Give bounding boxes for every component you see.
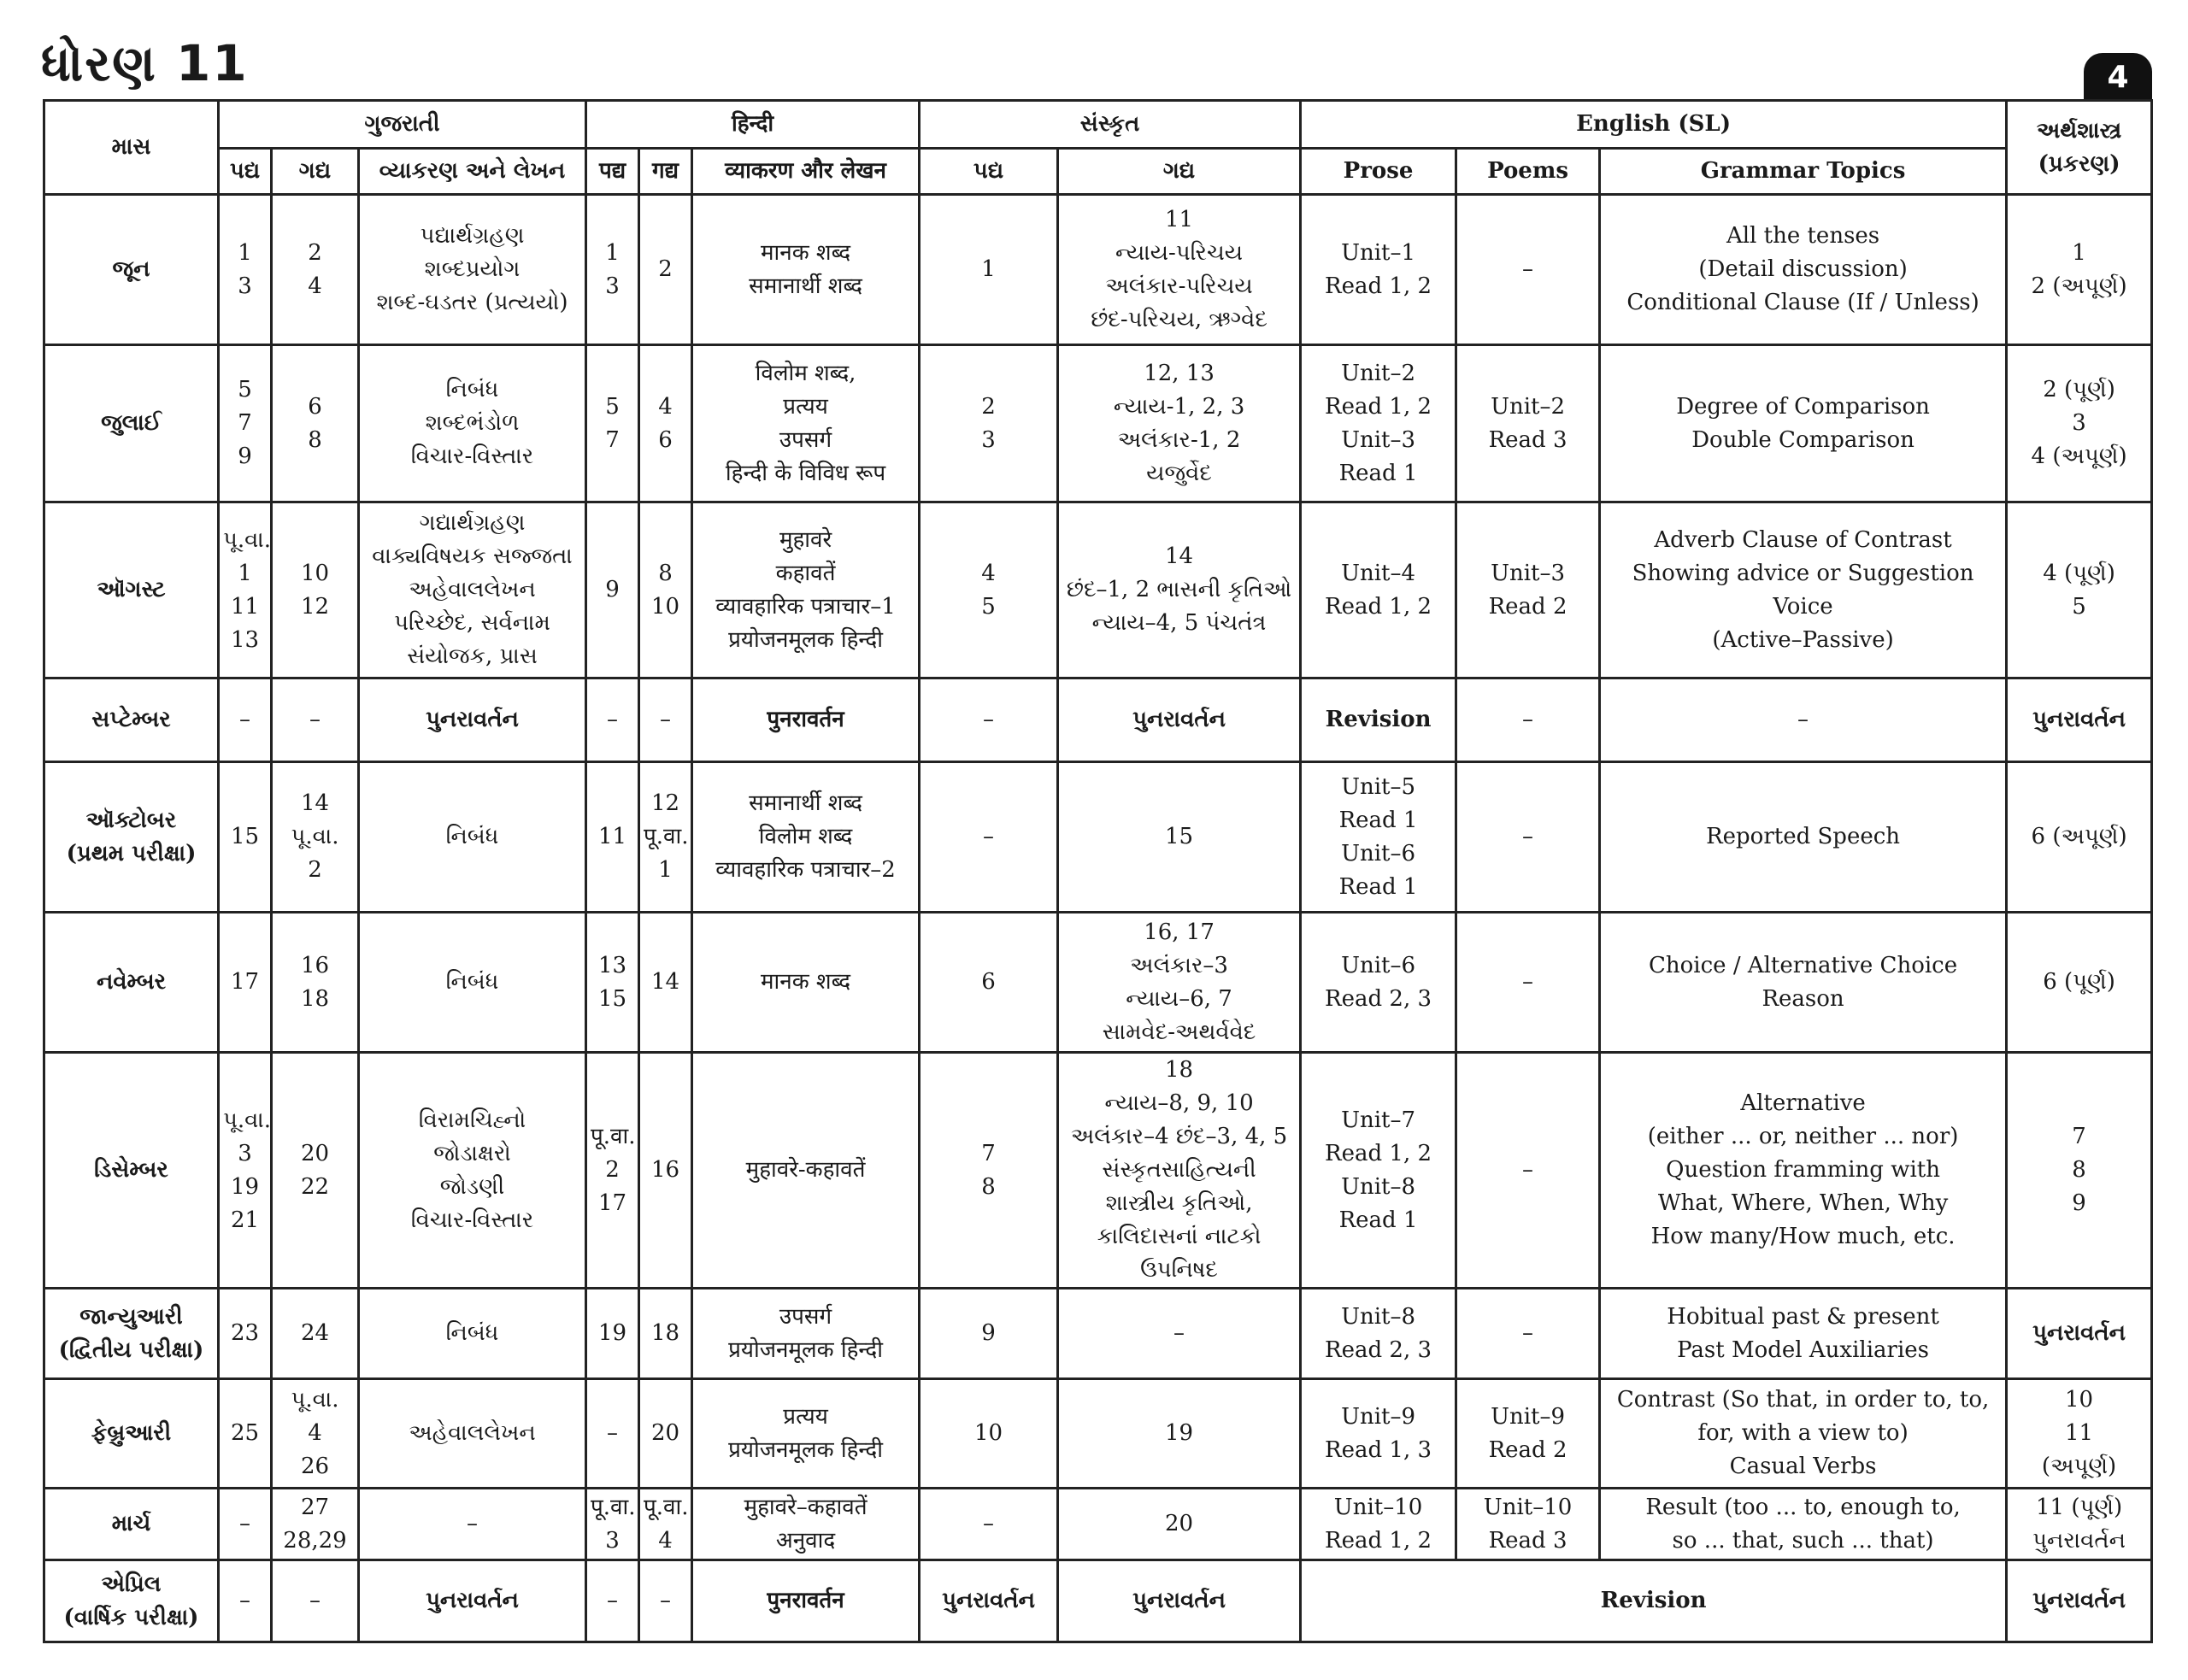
cell-economics: 6 (પૂર્ણ): [2007, 913, 2152, 1053]
table-row: [44, 502, 2152, 678]
cell-prose: Unit–9 Read 1, 3: [1301, 1379, 1456, 1489]
syllabus-table: [43, 99, 2153, 1643]
cell-hin-grammar: मुहावरे–कहावतें अनुवाद: [692, 1489, 920, 1560]
cell-month: ઑક્ટોબર (પ્રથમ પરીક્ષા): [44, 762, 219, 913]
table-row: [44, 762, 2152, 913]
cell-san-gadya: 20: [1058, 1489, 1301, 1560]
cell-guj-padya: –: [219, 1489, 272, 1560]
cell-prose: Unit–10 Read 1, 2: [1301, 1489, 1456, 1560]
cell-san-padya: –: [920, 1489, 1058, 1560]
cell-prose: Unit–7 Read 1, 2 Unit–8 Read 1: [1301, 1053, 1456, 1289]
cell-hin-grammar: प्रत्यय प्रयोजनमूलक हिन्दी: [692, 1379, 920, 1489]
cell-hin-gadya: 2: [639, 195, 692, 345]
cell-guj-padya: –: [219, 1560, 272, 1642]
cell-hin-padya: 1 3: [586, 195, 639, 345]
cell-san-padya: 10: [920, 1379, 1058, 1489]
cell-economics: પુનરાવર્તન: [2007, 1560, 2152, 1642]
cell-hin-grammar: पुनरावर्तन: [692, 1560, 920, 1642]
cell-san-gadya: 16, 17 અલંકાર–3 ન્યાય–6, 7 સામવેદ-અથર્વવેદ: [1058, 913, 1301, 1053]
cell-guj-gadya: 6 8: [272, 345, 359, 502]
cell-hin-grammar: उपसर्ग प्रयोजनमूलक हिन्दी: [692, 1289, 920, 1379]
cell-economics: 10 11 (અપૂર્ણ): [2007, 1379, 2152, 1489]
cell-hin-grammar: पुनरावर्तन: [692, 678, 920, 762]
cell-prose: Unit–8 Read 2, 3: [1301, 1289, 1456, 1379]
cell-prose: Unit–4 Read 1, 2: [1301, 502, 1456, 678]
table-row: [44, 913, 2152, 1053]
cell-poems: Unit–9 Read 2: [1456, 1379, 1600, 1489]
table-row: [44, 345, 2152, 502]
cell-hin-padya: 9: [586, 502, 639, 678]
header-eng-prose: Prose: [1301, 149, 1456, 195]
header-month: માસ: [44, 101, 219, 195]
cell-san-gadya: 11 ન્યાય-પરિચય અલંકાર-પરિચય છંદ-પરિચય, ઋગ્વેદ: [1058, 195, 1301, 345]
cell-hin-padya: –: [586, 678, 639, 762]
cell-hin-grammar: समानार्थी शब्द विलोम शब्द व्यावहारिक पत्राचार–2: [692, 762, 920, 913]
cell-hin-padya: 5 7: [586, 345, 639, 502]
cell-hin-gadya: 20: [639, 1379, 692, 1489]
cell-poems: –: [1456, 195, 1600, 345]
cell-guj-padya: 17: [219, 913, 272, 1053]
cell-guj-gadya: 20 22: [272, 1053, 359, 1289]
cell-hin-grammar: मुहावरे कहावतें व्यावहारिक पत्राचार–1 प्रयोजनमूलक हिन्दी: [692, 502, 920, 678]
cell-guj-padya: 15: [219, 762, 272, 913]
cell-poems: Unit–2 Read 3: [1456, 345, 1600, 502]
cell-guj-gadya: –: [272, 678, 359, 762]
cell-poems: –: [1456, 678, 1600, 762]
table-row: [44, 1560, 2152, 1642]
cell-guj-gadya: પૂ.વા. 4 26: [272, 1379, 359, 1489]
cell-grammar: All the tenses (Detail discussion) Conditional Clause (If / Unless): [1600, 195, 2007, 345]
cell-month: જાન્યુઆરી (દ્વિતીય પરીક્ષા): [44, 1289, 219, 1379]
header-hin-gadya: गद्य: [639, 149, 692, 195]
cell-hin-padya: 19: [586, 1289, 639, 1379]
header-hindi: हिन्दी: [586, 101, 920, 149]
cell-guj-padya: પૂ.વા. 1 11 13: [219, 502, 272, 678]
cell-month: સપ્ટેમ્બર: [44, 678, 219, 762]
cell-hin-gadya: 12 पू.वा. 1: [639, 762, 692, 913]
cell-hin-padya: पू.वा. 3: [586, 1489, 639, 1560]
cell-guj-grammar: –: [359, 1489, 586, 1560]
table-body: [44, 195, 2152, 1642]
cell-grammar: Result (too ... to, enough to, so ... that, such ... that): [1600, 1489, 2007, 1560]
cell-grammar: Reported Speech: [1600, 762, 2007, 913]
cell-guj-grammar: નિબંધ: [359, 1289, 586, 1379]
header-sanskrit: સંસ્કૃત: [920, 101, 1301, 149]
cell-san-padya: 6: [920, 913, 1058, 1053]
cell-economics: 11 (પૂર્ણ) પુનરાવર્તન: [2007, 1489, 2152, 1560]
cell-guj-padya: –: [219, 678, 272, 762]
cell-month: જૂન: [44, 195, 219, 345]
cell-economics: પુનરાવર્તન: [2007, 678, 2152, 762]
cell-economics: 4 (પૂર્ણ) 5: [2007, 502, 2152, 678]
cell-grammar: Adverb Clause of Contrast Showing advice or Suggestion Voice (Active–Passive): [1600, 502, 2007, 678]
cell-hin-gadya: 18: [639, 1289, 692, 1379]
cell-hin-gadya: 8 10: [639, 502, 692, 678]
cell-hin-gadya: –: [639, 1560, 692, 1642]
cell-san-padya: 2 3: [920, 345, 1058, 502]
header-guj-padya: પદ્ય: [219, 149, 272, 195]
cell-san-gadya: 18 ન્યાય–8, 9, 10 અલંકાર–4 છંદ–3, 4, 5 સંસ્કૃતસાહિત્યની શાસ્ત્રીય કૃતિઓ, કાલિદાસનાં નાટકો ઉપનિષદ: [1058, 1053, 1301, 1289]
cell-hin-grammar: मुहावरे-कहावतें: [692, 1053, 920, 1289]
cell-hin-gadya: 4 6: [639, 345, 692, 502]
cell-san-padya: 7 8: [920, 1053, 1058, 1289]
cell-san-padya: –: [920, 678, 1058, 762]
cell-guj-grammar: પુનરાવર્તન: [359, 1560, 586, 1642]
cell-poems: –: [1456, 913, 1600, 1053]
cell-san-gadya: 19: [1058, 1379, 1301, 1489]
cell-grammar: Degree of Comparison Double Comparison: [1600, 345, 2007, 502]
cell-grammar: Alternative (either ... or, neither ... nor) Question framming with What, Where, When, Why How many/How much, etc.: [1600, 1053, 2007, 1289]
cell-prose: Unit–6 Read 2, 3: [1301, 913, 1456, 1053]
cell-grammar: Hobitual past & present Past Model Auxiliaries: [1600, 1289, 2007, 1379]
cell-san-padya: પુનરાવર્તન: [920, 1560, 1058, 1642]
cell-english: Revision: [1301, 1560, 2007, 1642]
header-san-gadya: ગદ્ય: [1058, 149, 1301, 195]
cell-economics: 7 8 9: [2007, 1053, 2152, 1289]
cell-prose: Unit–1 Read 1, 2: [1301, 195, 1456, 345]
cell-san-padya: 9: [920, 1289, 1058, 1379]
cell-economics: પુનરાવર્તન: [2007, 1289, 2152, 1379]
cell-hin-gadya: 16: [639, 1053, 692, 1289]
cell-san-gadya: 14 છંદ–1, 2 ભાસની કૃતિઓ ન્યાય–4, 5 પંચતંત્ર: [1058, 502, 1301, 678]
cell-poems: –: [1456, 762, 1600, 913]
cell-grammar: Choice / Alternative Choice Reason: [1600, 913, 2007, 1053]
cell-san-gadya: પુનરાવર્તન: [1058, 678, 1301, 762]
table-row: [44, 1289, 2152, 1379]
cell-hin-padya: पू.वा. 2 17: [586, 1053, 639, 1289]
cell-guj-gadya: –: [272, 1560, 359, 1642]
cell-san-padya: –: [920, 762, 1058, 913]
page-title: ધોરણ 11: [41, 34, 249, 92]
header-eng-grammar: Grammar Topics: [1600, 149, 2007, 195]
cell-san-padya: 1: [920, 195, 1058, 345]
header-hin-grammar: व्याकरण और लेखन: [692, 149, 920, 195]
header-english: English (SL): [1301, 101, 2007, 149]
cell-san-padya: 4 5: [920, 502, 1058, 678]
cell-hin-gadya: –: [639, 678, 692, 762]
cell-month: જુલાઈ: [44, 345, 219, 502]
header-hin-padya: पद्य: [586, 149, 639, 195]
table-row: [44, 1379, 2152, 1489]
header-san-padya: પદ્ય: [920, 149, 1058, 195]
cell-guj-gadya: 16 18: [272, 913, 359, 1053]
cell-economics: 1 2 (અપૂર્ણ): [2007, 195, 2152, 345]
header-gujarati: ગુજરાતી: [219, 101, 586, 149]
cell-hin-gadya: 14: [639, 913, 692, 1053]
cell-poems: –: [1456, 1053, 1600, 1289]
cell-hin-grammar: विलोम शब्द, प्रत्यय उपसर्ग हिन्दी के विविध रूप: [692, 345, 920, 502]
table-row: [44, 1053, 2152, 1289]
cell-guj-padya: 1 3: [219, 195, 272, 345]
cell-guj-grammar: પુનરાવર્તન: [359, 678, 586, 762]
table-row: [44, 678, 2152, 762]
cell-hin-padya: –: [586, 1379, 639, 1489]
cell-prose: Unit–2 Read 1, 2 Unit–3 Read 1: [1301, 345, 1456, 502]
cell-guj-grammar: ગદ્યાર્થગ્રહણ વાક્યવિષયક સજ્જતા અહેવાલલેખન પરિચ્છેદ, સર્વનામ સંયોજક, પ્રાસ: [359, 502, 586, 678]
cell-month: માર્ચ: [44, 1489, 219, 1560]
cell-hin-gadya: पू.वा. 4: [639, 1489, 692, 1560]
table-row: [44, 195, 2152, 345]
header-economics: અર્થશાસ્ત્ર (પ્રકરણ): [2007, 101, 2152, 195]
cell-month: ડિસેમ્બર: [44, 1053, 219, 1289]
cell-san-gadya: પુનરાવર્તન: [1058, 1560, 1301, 1642]
cell-guj-grammar: નિબંધ: [359, 913, 586, 1053]
cell-hin-padya: –: [586, 1560, 639, 1642]
cell-month: ફેબ્રુઆરી: [44, 1379, 219, 1489]
cell-guj-gadya: 27 28,29: [272, 1489, 359, 1560]
cell-hin-grammar: मानक शब्द: [692, 913, 920, 1053]
cell-hin-padya: 11: [586, 762, 639, 913]
cell-guj-padya: પૂ.વા. 3 19 21: [219, 1053, 272, 1289]
cell-san-gadya: 12, 13 ન્યાય-1, 2, 3 અલંકાર-1, 2 યજુર્વેદ: [1058, 345, 1301, 502]
cell-guj-grammar: નિબંધ: [359, 762, 586, 913]
cell-guj-padya: 25: [219, 1379, 272, 1489]
cell-prose: Revision: [1301, 678, 1456, 762]
page-number-badge: 4: [2084, 53, 2152, 101]
cell-poems: Unit–3 Read 2: [1456, 502, 1600, 678]
cell-guj-gadya: 14 પૂ.વા. 2: [272, 762, 359, 913]
cell-guj-gadya: 2 4: [272, 195, 359, 345]
cell-poems: Unit–10 Read 3: [1456, 1489, 1600, 1560]
cell-guj-grammar: નિબંધ શબ્દભંડોળ વિચાર-વિસ્તાર: [359, 345, 586, 502]
cell-guj-padya: 5 7 9: [219, 345, 272, 502]
table-row: [44, 1489, 2152, 1560]
cell-month: નવેમ્બર: [44, 913, 219, 1053]
cell-hin-grammar: मानक शब्द समानार्थी शब्द: [692, 195, 920, 345]
cell-month: એપ્રિલ (વાર્ષિક પરીક્ષા): [44, 1560, 219, 1642]
cell-prose: Unit–5 Read 1 Unit–6 Read 1: [1301, 762, 1456, 913]
cell-guj-gadya: 24: [272, 1289, 359, 1379]
cell-month: ઑગસ્ટ: [44, 502, 219, 678]
cell-hin-padya: 13 15: [586, 913, 639, 1053]
cell-san-gadya: 15: [1058, 762, 1301, 913]
cell-grammar: –: [1600, 678, 2007, 762]
header-eng-poems: Poems: [1456, 149, 1600, 195]
cell-poems: –: [1456, 1289, 1600, 1379]
cell-guj-grammar: પદ્યાર્થગ્રહણ શબ્દપ્રયોગ શબ્દ-ઘડતર (પ્રત્યયો): [359, 195, 586, 345]
cell-economics: 6 (અપૂર્ણ): [2007, 762, 2152, 913]
cell-guj-gadya: 10 12: [272, 502, 359, 678]
cell-san-gadya: –: [1058, 1289, 1301, 1379]
cell-guj-grammar: વિરામચિહ્નો જોડાક્ષરો જોડણી વિચાર-વિસ્તાર: [359, 1053, 586, 1289]
cell-grammar: Contrast (So that, in order to, to, for, with a view to) Casual Verbs: [1600, 1379, 2007, 1489]
cell-guj-grammar: અહેવાલલેખન: [359, 1379, 586, 1489]
header-guj-gadya: ગદ્ય: [272, 149, 359, 195]
cell-guj-padya: 23: [219, 1289, 272, 1379]
cell-economics: 2 (પૂર્ણ) 3 4 (અપૂર્ણ): [2007, 345, 2152, 502]
header-guj-grammar: વ્યાકરણ અને લેખન: [359, 149, 586, 195]
